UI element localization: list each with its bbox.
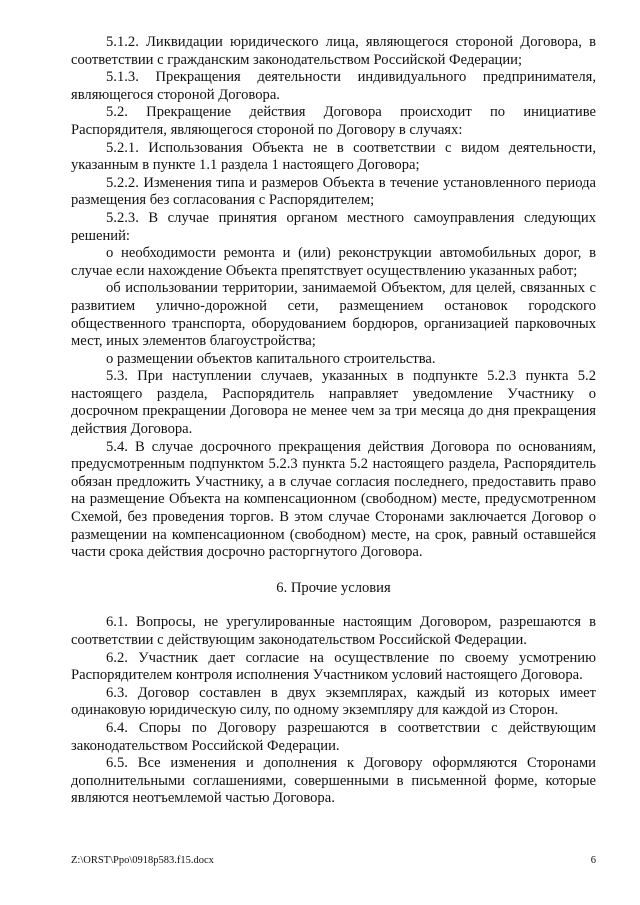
paragraph-5-2-1: 5.2.1. Использования Объекта не в соответствии с видом деятельности, указанным в пункте 1.1 раздела 1 настоящего Договора; [71,139,596,174]
paragraph-5-2-2: 5.2.2. Изменения типа и размеров Объекта в течение установленного периода размещения без согласования с Распорядителем; [71,174,596,209]
paragraph-5-1-3: 5.1.3. Прекращения деятельности индивидуального предпринимателя, являющегося стороной Договора. [71,69,596,103]
footer-page-number: 6 [590,855,596,866]
section-title: 6. Прочие условия [276,579,391,596]
paragraph-5-4: 5.4. В случае досрочного прекращения действия Договора по основаниям, предусмотренным подпунктом 5.2.3 пункта 5.2 настоящего раздела, Распорядитель обязан предложить Участнику, а в случае согласия последнего, предоставить право на размещение Объекта на компенсационном (свободном) месте, предусмотренном Схемой, без проведения торгов. В этом случае Сторонами заключается Договор о размещении на компенсационном (свободном) месте, на срок, равный оставшейся части срока действия досрочно расторгнутого Договора. [71,438,596,561]
paragraph-6-2: 6.2. Участник дает согласие на осуществление по своему усмотрению Распорядителем контроля исполнения Участником условий настоящего Договора. [71,649,596,684]
paragraph-5-1-2: 5.1.2. Ликвидации юридического лица, являющегося стороной Договора, в соответствии с гражданским законодательством Российской Федерации; [71,34,596,68]
paragraph-5-2-3: 5.2.3. В случае принятия органом местного самоуправления следующих решений: [71,209,596,244]
page-footer [71,855,596,867]
paragraph-repair-roads: о необходимости ремонта и (или) реконструкции автомобильных дорог, в случае если нахождение Объекта препятствует осуществлению указанных работ; [71,245,596,279]
paragraph-6-3: 6.3. Договор составлен в двух экземплярах, каждый из которых имеет одинаковую юридическую силу, по одному экземпляру для каждой из Сторон. [71,684,596,719]
footer-file-path: Z:\ORST\Ppo\0918p583.f15.docx [71,855,214,866]
paragraph-territory-use: об использовании территории, занимаемой Объектом, для целей, связанных с развитием улично-дорожной сети, размещением остановок городского общественного транспорта, оборудованием бордюров, организацией парковочных мест, иных элементов благоустройства; [71,280,596,350]
paragraph-6-5: 6.5. Все изменения и дополнения к Договору оформляются Сторонами дополнительными соглашениями, совершенными в письменной форме, которые являются неотъемлемой частью Договора. [71,755,596,807]
paragraph-5-3: 5.3. При наступлении случаев, указанных в подпункте 5.2.3 пункта 5.2 настоящего раздела, Распорядитель направляет уведомление Участнику о досрочном прекращении Договора не менее чем за три месяца до дня прекращения действия Договора. [71,368,596,438]
paragraph-6-1: 6.1. Вопросы, не урегулированные настоящим Договором, разрешаются в соответствии с действующим законодательством Российской Федерации. [71,614,596,648]
paragraph-6-4: 6.4. Споры по Договору разрешаются в соответствии с действующим законодательством Российской Федерации. [71,719,596,754]
paragraph-capital-construction: о размещении объектов капитального строительства. [106,350,436,367]
paragraph-5-2: 5.2. Прекращение действия Договора происходит по инициативе Распорядителя, являющегося стороной по Договору в случаях: [71,104,596,138]
document-page [71,34,596,808]
